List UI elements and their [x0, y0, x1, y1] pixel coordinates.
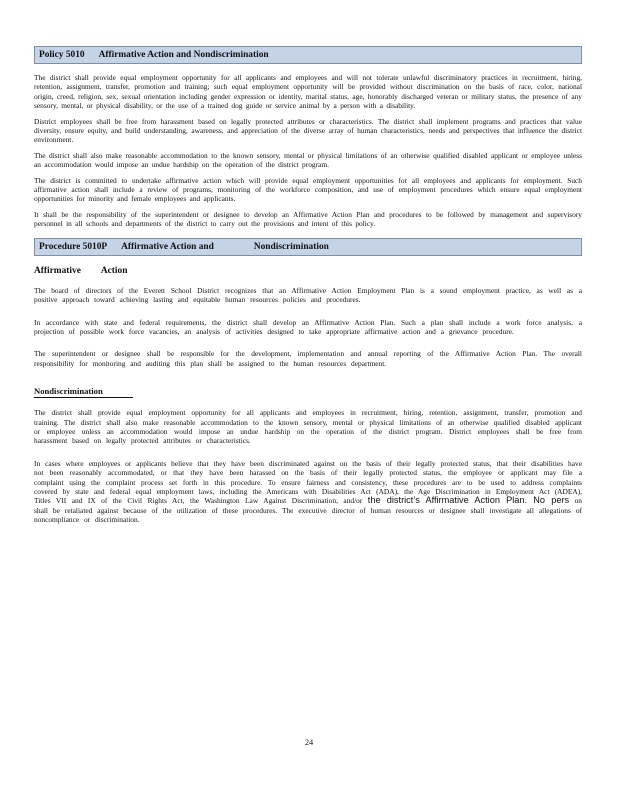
procedure-paragraph: In accordance with state and federal requirements, the district shall develop an Affirmative Action Plan. Such a plan shall include a work force analysis, a projection of possible work force vacancies, an analysis of activities designed to take appropriate affirmative action and a grievance procedure.: [34, 317, 582, 336]
affirmative-action-heading: [34, 265, 582, 277]
procedure-number: Procedure 5010P: [39, 241, 108, 252]
procedure-paragraph: The district shall provide equal employment opportunity for all applicants and employees in recruitment, hiring, retention, assignment, transfer, promotion and training. The district shall also make reasonable accommodation to the known sensory, mental or physical limitations of an otherwise qualified disabled applicant or employee unless an accommodation would impose an undue hardship on the operation of the district program. District employees shall be free from harassment based on legally protected attributes or characteristics.: [34, 408, 582, 446]
policy-number: Policy 5010: [39, 50, 85, 60]
page-content: [34, 46, 582, 525]
policy-title-banner: [34, 46, 582, 64]
procedure-title-part-a: Affirmative Action and: [121, 241, 214, 252]
procedure-title-banner: [34, 238, 582, 256]
policy-paragraph: The district is committed to undertake affirmative action which will provide equal employment opportunities for all employees and applicants for employment. Such affirmative action shall include a review of programs, monitoring of the workforce composition, and use of employment procedures which ensure equal employment opportunities for minority and female employees and applicants.: [34, 175, 582, 204]
procedure-title-part-b: Nondiscrimination: [253, 241, 329, 252]
complaint-paragraph: [34, 459, 582, 525]
policy-paragraph: District employees shall be free from harassment based on legally protected attributes or characteristics. The district shall implement programs and practices that value diversity, ensure equity, and build understanding, awareness, and appreciation of the diverse array of human characteristics, needs and perspectives that influence the district environment.: [34, 116, 582, 145]
procedure-paragraph: The board of directors of the Everett School District recognizes that an Affirmative Action Employment Plan is a sound employment practice, as well as a positive approach toward achieving lasting and equitable human resources policies and procedures.: [34, 285, 582, 305]
page-number: 24: [304, 738, 314, 747]
nondiscrimination-heading: Nondiscrimination: [34, 386, 133, 398]
complaint-text-large: the district’s Affirmative Action Plan. No pers: [367, 495, 570, 506]
heading-word: Action: [100, 265, 128, 276]
policy-paragraph: It shall be the responsibility of the superintendent or designee to develop an Affirmative Action Plan and procedures to be followed by management and supervisory personnel in all schools and departments of the district to carry out the provisions and intent of this policy.: [34, 209, 582, 229]
policy-paragraph: The district shall also make reasonable accommodation to the known sensory, mental or physical limitations of an otherwise qualified disabled applicant or employee unless an accommodation would impose an undue hardship on the operation of the district program.: [34, 150, 582, 170]
heading-word: Affirmative: [34, 265, 81, 276]
complaint-text: on shall be retaliated against because of the utilization of these procedures. The executive director of human resources or designee shall investigate all allegations of noncompliance or discrimination.: [34, 496, 582, 525]
procedure-paragraph: The superintendent or designee shall be responsible for the development, implementation and annual reporting of the Affirmative Action Plan. The overall responsibility for monitoring and auditing this plan shall be assigned to the human resources department.: [34, 349, 582, 368]
policy-paragraph: The district shall provide equal employment opportunity for all applicants and employees and will not tolerate unlawful discriminatory practices in recruitment, hiring, retention, assignment, transfer, promotion and training; such equal employment opportunity will be provided without discrimination on the basis of race, color, national origin, creed, religion, sex, sexual orientation including gender expression or identity, marital status, age, honorably discharged veteran or military status, the presence of any sensory, mental, or physical disability, or the use of a trained dog guide or service animal by a person with a disability.: [34, 73, 582, 111]
complaint-text: In cases where employees or applicants believe that they have been discriminated against on the basis of their legally protected status, that their disabilities have not been reasonably accommodated, or that they have been harassed on the basis of their legally protected status, the employee or applicant may file a complaint using the complaint process set forth in this procedure. To ensure fairness and consistency, these procedures are to be used to address complaints covered by state and federal equal employment laws, including the Americans with Disabilities Act (ADA), the Age Discrimination in Employment Act (ADEA), Titles VII and IX of the Civil Rights Act, the Washington Law Against Discrimination, and/or: [34, 458, 582, 506]
policy-title: Affirmative Action and Nondiscrimination: [98, 50, 269, 60]
